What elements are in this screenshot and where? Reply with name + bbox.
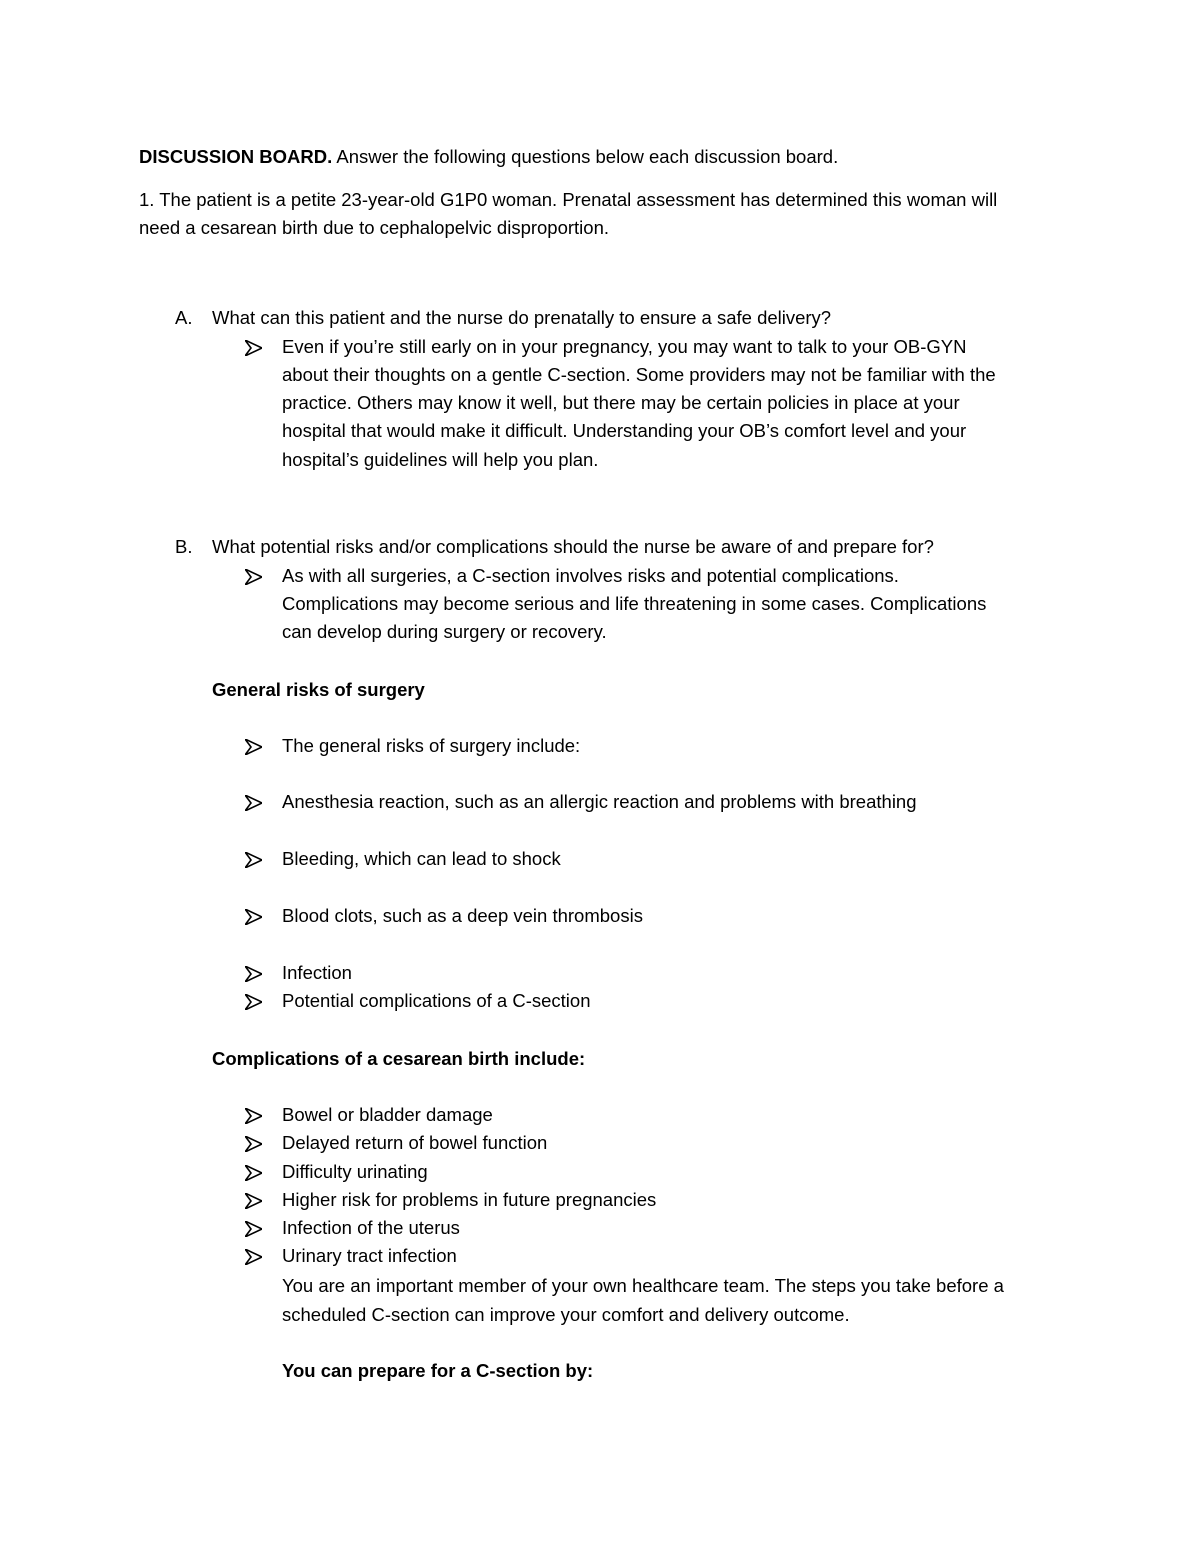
partB-question: What potential risks and/or complications should the nurse be aware of and prepare for? (212, 536, 934, 557)
prepare-heading: You can prepare for a C-section by: (282, 1360, 594, 1381)
complication-item: Infection of the uterus (282, 1217, 460, 1238)
complication-item: Delayed return of bowel function (282, 1132, 548, 1153)
arrowhead-bullet-icon (245, 739, 262, 755)
arrowhead-bullet-icon (245, 994, 262, 1010)
partA-marker: A. (175, 307, 193, 328)
arrowhead-bullet-icon (245, 340, 262, 356)
complications-heading: Complications of a cesarean birth include: (212, 1048, 586, 1069)
arrowhead-bullet-icon (245, 1108, 262, 1124)
general-risk-item: Bleeding, which can lead to shock (282, 848, 561, 869)
arrowhead-bullet-icon (245, 909, 262, 925)
general-risk-item: Blood clots, such as a deep vein thrombosis (282, 905, 643, 926)
general-risk-item: Infection (282, 962, 352, 983)
arrowhead-bullet-icon (245, 1249, 262, 1265)
general-risk-item: Potential complications of a C-section (282, 990, 591, 1011)
complication-item: Higher risk for problems in future pregnancies (282, 1189, 657, 1210)
arrowhead-bullet-icon (245, 966, 262, 982)
heading-bold: DISCUSSION BOARD. (139, 146, 333, 167)
partA-answer-line: about their thoughts on a gentle C-section. Some providers may not be familiar with the (282, 364, 996, 385)
partB-answer-line: Complications may become serious and life threatening in some cases. Complications (282, 593, 987, 614)
partB-answer-line: As with all surgeries, a C-section involves risks and potential complications. (282, 565, 899, 586)
arrowhead-bullet-icon (245, 795, 262, 811)
heading-line (139, 143, 838, 171)
arrowhead-bullet-icon (245, 1221, 262, 1237)
complications-note-line: You are an important member of your own healthcare team. The steps you take before a (282, 1275, 1004, 1296)
partA-question: What can this patient and the nurse do prenatally to ensure a safe delivery? (212, 307, 832, 328)
partA-answer-line: practice. Others may know it well, but there may be certain policies in place at your (282, 392, 960, 413)
complication-item: Bowel or bladder damage (282, 1104, 493, 1125)
partB-answer-line: can develop during surgery or recovery. (282, 621, 607, 642)
general-risk-item: Anesthesia reaction, such as an allergic reaction and problems with breathing (282, 791, 917, 812)
heading-rest: Answer the following questions below each discussion board. (332, 146, 839, 167)
partB-marker: B. (175, 536, 193, 557)
complications-note-line: scheduled C-section can improve your comfort and delivery outcome. (282, 1304, 850, 1325)
complication-item: Urinary tract infection (282, 1245, 457, 1266)
question1-line2: need a cesarean birth due to cephalopelvic disproportion. (139, 217, 610, 238)
question1-line1: 1. The patient is a petite 23-year-old G1P0 woman. Prenatal assessment has determined this woman will (139, 189, 998, 210)
arrowhead-bullet-icon (245, 569, 262, 585)
partA-answer-line: hospital’s guidelines will help you plan. (282, 449, 599, 470)
partA-answer-line: hospital that would make it difficult. Understanding your OB’s comfort level and your (282, 420, 967, 441)
partA-answer-line: Even if you’re still early on in your pregnancy, you may want to talk to your OB-GYN (282, 336, 967, 357)
general-risks-heading: General risks of surgery (212, 679, 425, 700)
general-risk-item: The general risks of surgery include: (282, 735, 581, 756)
arrowhead-bullet-icon (245, 1165, 262, 1181)
arrowhead-bullet-icon (245, 1136, 262, 1152)
arrowhead-bullet-icon (245, 1193, 262, 1209)
arrowhead-bullet-icon (245, 852, 262, 868)
complication-item: Difficulty urinating (282, 1161, 428, 1182)
